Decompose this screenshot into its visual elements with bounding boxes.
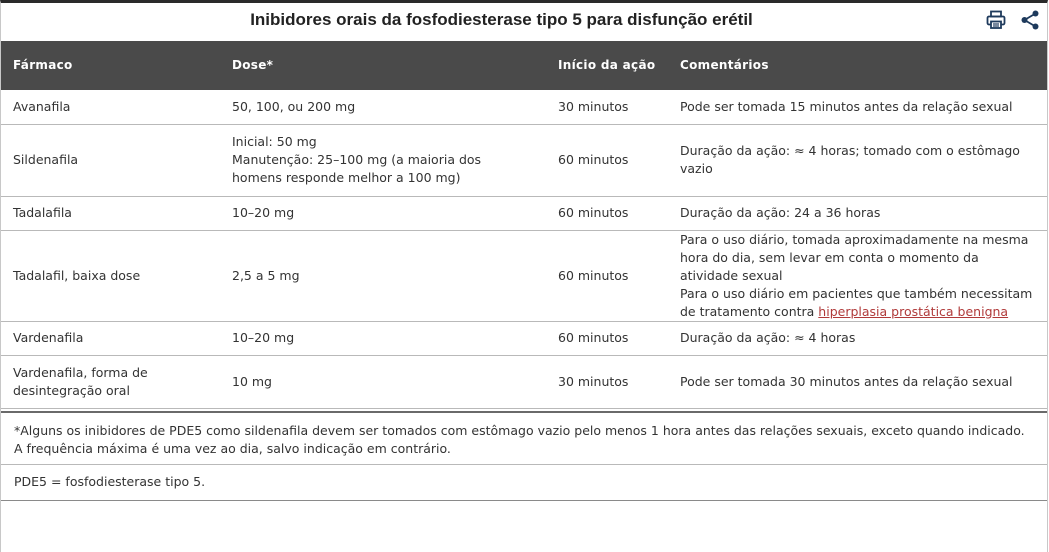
table-row bbox=[1, 321, 1047, 355]
table-header-row bbox=[1, 41, 1047, 90]
header-onset: Início da ação bbox=[558, 58, 656, 72]
comment-text: Para o uso diário em pacientes que também necessitam de tratamento contra bbox=[680, 285, 1033, 319]
dose-line: 2,5 a 5 mg bbox=[232, 267, 300, 283]
cell-dose bbox=[220, 230, 546, 321]
cell-drug: Vardenafila bbox=[1, 321, 220, 355]
cell-dose bbox=[220, 355, 546, 408]
cell-dose bbox=[220, 321, 546, 355]
share-icon[interactable] bbox=[1019, 9, 1041, 31]
table-row bbox=[1, 124, 1047, 196]
cell-dose bbox=[220, 196, 546, 230]
cell-drug: Tadalafil, baixa dose bbox=[1, 230, 220, 321]
dose-line: Manutenção: 25–100 mg (a maioria dos homens responde melhor a 100 mg) bbox=[232, 152, 482, 185]
cell-onset: 30 minutos bbox=[546, 355, 668, 408]
comment-line bbox=[680, 285, 1035, 321]
cell-drug: Vardenafila, forma de desintegração oral bbox=[1, 355, 220, 408]
comment-line: Duração da ação: ≈ 4 horas; tomado com o estômago vazio bbox=[680, 143, 1020, 176]
dose-line: 10–20 mg bbox=[232, 330, 295, 345]
table-row bbox=[1, 196, 1047, 230]
cell-onset: 60 minutos bbox=[546, 321, 668, 355]
abbreviation-note: PDE5 = fosfodiesterase tipo 5. bbox=[1, 465, 1047, 501]
comment-line: Pode ser tomada 30 minutos antes da relação sexual bbox=[680, 373, 1013, 389]
cell-comments bbox=[668, 321, 1047, 355]
cell-onset: 60 minutos bbox=[546, 124, 668, 196]
table-row bbox=[1, 90, 1047, 124]
comment-line: Duração da ação: ≈ 4 horas bbox=[680, 330, 856, 345]
comment-line: Duração da ação: 24 a 36 horas bbox=[680, 205, 881, 220]
cell-onset: 60 minutos bbox=[546, 230, 668, 321]
dose-line: Inicial: 50 mg bbox=[232, 134, 317, 149]
cell-dose bbox=[220, 124, 546, 196]
cell-comments bbox=[668, 124, 1047, 196]
dose-line: 10–20 mg bbox=[232, 205, 295, 220]
comment-line: Pode ser tomada 15 minutos antes da relação sexual bbox=[680, 98, 1013, 114]
cell-comments bbox=[668, 196, 1047, 230]
cell-comments bbox=[668, 90, 1047, 124]
cell-drug: Avanafila bbox=[1, 90, 220, 124]
bph-link[interactable]: hiperplasia prostática benigna bbox=[818, 303, 1009, 319]
dose-line: 10 mg bbox=[232, 373, 272, 389]
header-dose: Dose* bbox=[232, 58, 274, 72]
printer-icon[interactable] bbox=[985, 9, 1007, 31]
cell-onset: 30 minutos bbox=[546, 90, 668, 124]
cell-comments bbox=[668, 230, 1047, 321]
table-title: Inibidores orais da fosfodiesterase tipo 5 para disfunção erétil bbox=[250, 10, 753, 29]
cell-drug: Tadalafila bbox=[1, 196, 220, 230]
footnote: *Alguns os inibidores de PDE5 como sildenafila devem ser tomados com estômago vazio pelo menos 1 hora antes das relações sexuais, exceto quando indicado. A frequência máxima é uma vez ao dia, salvo indicação em contrário. bbox=[1, 411, 1047, 465]
cell-comments bbox=[668, 355, 1047, 408]
table-row bbox=[1, 230, 1047, 321]
cell-drug: Sildenafila bbox=[1, 124, 220, 196]
cell-onset: 60 minutos bbox=[546, 196, 668, 230]
toolbar-icons bbox=[985, 9, 1041, 31]
header-comments: Comentários bbox=[680, 58, 769, 72]
comment-line: Para o uso diário, tomada aproximadamente na mesma hora do dia, sem levar em conta o momento da atividade sexual bbox=[680, 231, 1029, 283]
dose-line: 50, 100, ou 200 mg bbox=[232, 98, 356, 114]
table-row bbox=[1, 355, 1047, 408]
cell-dose bbox=[220, 90, 546, 124]
drug-table bbox=[1, 41, 1047, 409]
header-drug: Fármaco bbox=[13, 58, 73, 72]
